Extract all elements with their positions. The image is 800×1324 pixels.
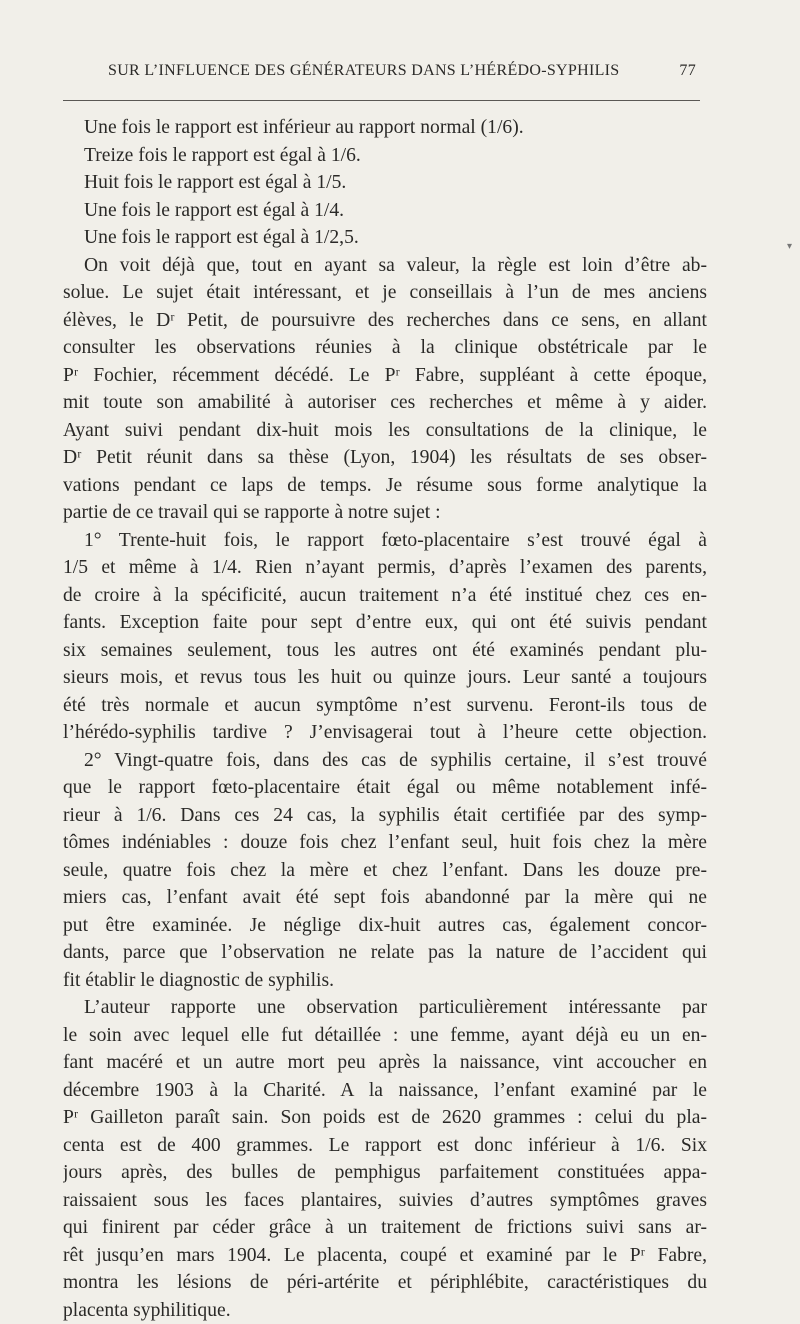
text-line: Ayant suivi pendant dix-huit mois les consultations de la clinique, le [63, 419, 707, 441]
text-line: mit toute son amabilité à autoriser ces recherches et même à y aider. [63, 392, 707, 413]
body-text [63, 114, 707, 1324]
text-line: sieurs mois, et revus tous les huit ou quinze jours. Leur santé a toujours [63, 667, 707, 688]
text-line: six semaines seulement, tous les autres ont été examinés pendant plu- [63, 639, 707, 661]
text-line: Treize fois le rapport est égal à 1/6. [84, 144, 361, 166]
text-line: Une fois le rapport est égal à 1/4. [84, 199, 345, 221]
text-line: Une fois le rapport est égal à 1/2,5. [84, 227, 359, 248]
text-line: raissaient sous les faces plantaires, suivies d’autres symptômes graves [63, 1189, 707, 1211]
text-line: tômes indéniables : douze fois chez l’enfant seul, huit fois chez la mère [63, 832, 707, 853]
text-line: Pʳ Fochier, récemment décédé. Le Pʳ Fabre, suppléant à cette époque, [63, 364, 707, 386]
text-line: L’auteur rapporte une observation particulièrement intéressante par [84, 997, 707, 1018]
text-line: décembre 1903 à la Charité. A la naissance, l’enfant examiné par le [63, 1079, 707, 1101]
text-line: Pʳ Gailleton paraît sain. Son poids est de 2620 grammes : celui du pla- [63, 1107, 707, 1128]
text-line: centa est de 400 grammes. Le rapport est donc inférieur à 1/6. Six [63, 1134, 707, 1156]
text-line: fit établir le diagnostic de syphilis. [63, 969, 334, 991]
text-line: vations pendant ce laps de temps. Je résume sous forme analytique la [63, 474, 707, 496]
text-line: qui finirent par céder grâce à un traitement de frictions suivi sans ar- [63, 1217, 707, 1238]
header-rule [63, 100, 700, 101]
text-line: 1/5 et même à 1/4. Rien n’ayant permis, d’après l’examen des parents, [63, 557, 707, 578]
text-line: partie de ce travail qui se rapporte à notre sujet : [63, 502, 441, 523]
text-line: Dʳ Petit réunit dans sa thèse (Lyon, 1904) les résultats de ses obser- [63, 447, 707, 468]
text-line: solue. Le sujet était intéressant, et je conseillais à l’un de mes anciens [63, 282, 707, 303]
text-line: rieur à 1/6. Dans ces 24 cas, la syphilis était certifiée par des symp- [63, 804, 707, 826]
text-line: de croire à la spécificité, aucun traitement n’a été institué chez ces en- [63, 584, 707, 606]
text-line: seule, quatre fois chez la mère et chez l’enfant. Dans les douze pre- [63, 859, 707, 881]
text-line: jours après, des bulles de pemphigus parfaitement constituées appa- [63, 1162, 707, 1183]
text-line: fants. Exception faite pour sept d’entre eux, qui ont été suivis pendant [63, 612, 707, 633]
text-line: placenta syphilitique. [63, 1299, 231, 1321]
text-line: 1° Trente-huit fois, le rapport fœto-placentaire s’est trouvé égal à [84, 529, 707, 551]
text-line: dants, parce que l’observation ne relate pas la nature de l’accident qui [63, 942, 707, 963]
text-line: miers cas, l’enfant avait été sept fois abandonné par la mère qui ne [63, 887, 707, 908]
text-line: Huit fois le rapport est égal à 1/5. [84, 172, 347, 193]
text-line: rêt jusqu’en mars 1904. Le placenta, coupé et examiné par le Pʳ Fabre, [63, 1244, 707, 1266]
text-line: le soin avec lequel elle fut détaillée : une femme, ayant déjà eu un en- [63, 1024, 707, 1046]
text-line: été très normale et aucun symptôme n’est survenu. Feront-ils tous de [63, 694, 707, 716]
text-line: l’hérédo-syphilis tardive ? J’envisagerai tout à l’heure cette objection. [63, 722, 707, 743]
margin-speck: ▾ [787, 241, 793, 252]
text-line: consulter les observations réunies à la clinique obstétricale par le [63, 337, 707, 358]
text-line: élèves, le Dʳ Petit, de poursuivre des recherches dans ce sens, en allant [63, 309, 707, 331]
text-line: Une fois le rapport est inférieur au rapport normal (1/6). [84, 117, 524, 138]
page-number: 77 [679, 62, 696, 79]
text-line: fant macéré et un autre mort peu après la naissance, vint accoucher en [63, 1052, 707, 1073]
text-line: 2° Vingt-quatre fois, dans des cas de syphilis certaine, il s’est trouvé [84, 749, 707, 771]
running-header [100, 62, 700, 88]
text-line: put être examinée. Je néglige dix-huit autres cas, également concor- [63, 914, 707, 936]
text-line: montra les lésions de péri-artérite et périphlébite, caractéristiques du [63, 1272, 707, 1293]
text-line: que le rapport fœto-placentaire était égal ou même notablement infé- [63, 777, 707, 798]
text-line: On voit déjà que, tout en ayant sa valeur, la règle est loin d’être ab- [84, 254, 707, 276]
running-title: SUR L’INFLUENCE DES GÉNÉRATEURS DANS L’HÉRÉDO-SYPHILIS [108, 62, 620, 79]
